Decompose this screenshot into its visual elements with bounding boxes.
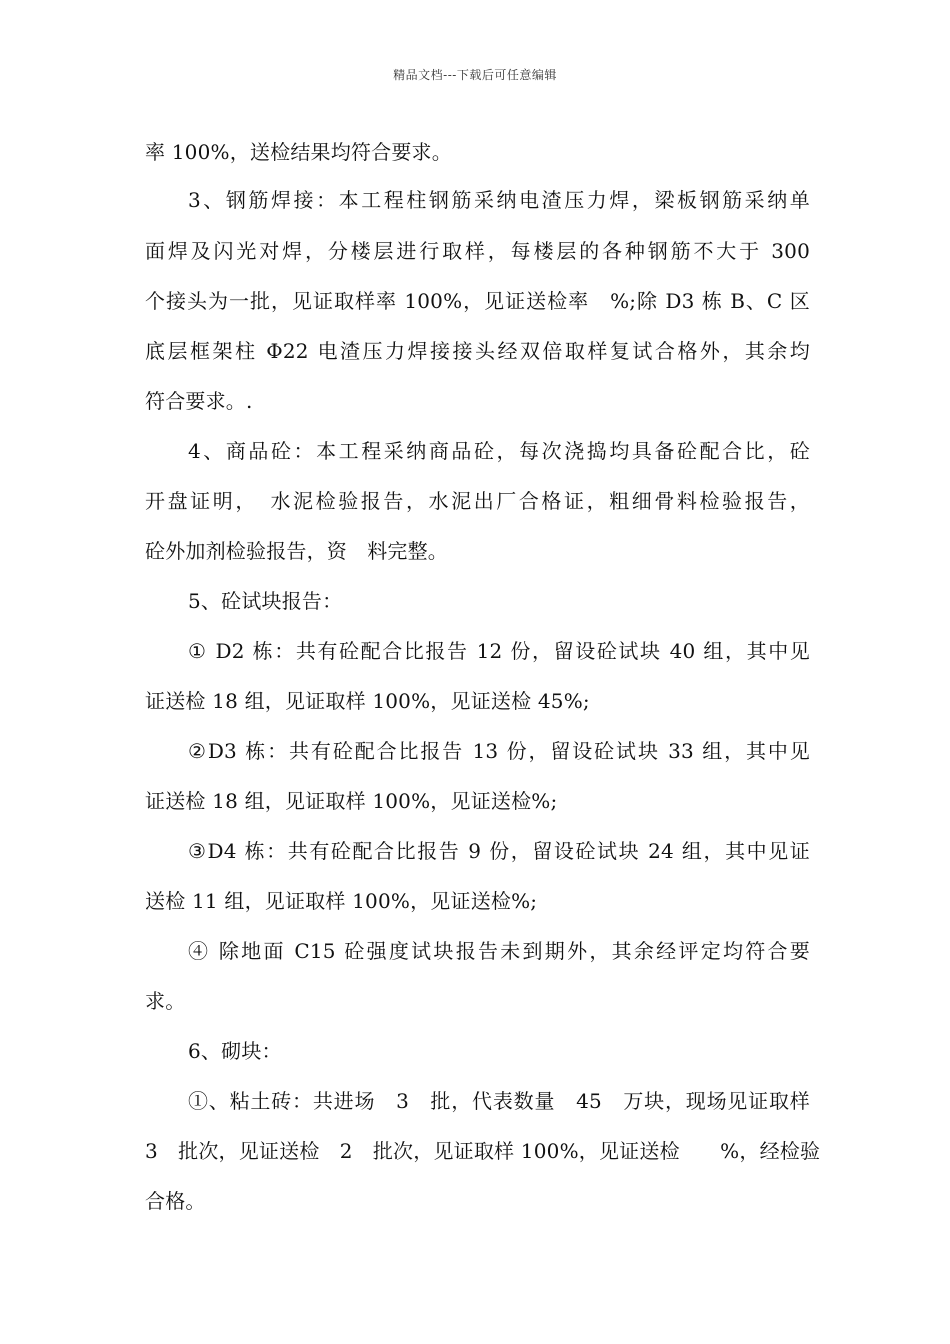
text-line: 证送检 18 组，见证取样 100%，见证送检%;: [145, 789, 558, 813]
text-line: ①、粘土砖：共进场 3 批，代表数量 45 万块，现场见证取样: [188, 1089, 810, 1113]
text-line: 率 100%，送检结果均符合要求。: [145, 140, 452, 164]
text-line: ③D4 栋：共有砼配合比报告 9 份，留设砼试块 24 组，其中见证: [188, 839, 810, 863]
text-line: 4、商品砼：本工程采纳商品砼，每次浇捣均具备砼配合比，砼: [188, 439, 810, 463]
text-line: ① D2 栋：共有砼配合比报告 12 份，留设砼试块 40 组，其中见: [188, 639, 810, 663]
text-line: 个接头为一批，见证取样率 100%，见证送检率 %;除 D3 栋 B、C 区: [145, 289, 810, 313]
text-line: 砼外加剂检验报告，资 料完整。: [145, 539, 448, 563]
text-line: 求。: [145, 989, 186, 1013]
text-line: 符合要求。.: [145, 389, 253, 413]
text-line: 底层框架柱 Φ22 电渣压力焊接接头经双倍取样复试合格外，其余均: [145, 339, 810, 363]
section-heading: 5、砼试块报告：: [188, 589, 343, 613]
text-line: ②D3 栋：共有砼配合比报告 13 份，留设砼试块 33 组，其中见: [188, 739, 810, 763]
text-line: 3、钢筋焊接：本工程柱钢筋采纳电渣压力焊，梁板钢筋采纳单: [188, 188, 810, 212]
text-line: 证送检 18 组，见证取样 100%，见证送检 45%;: [145, 689, 590, 713]
text-line: 面焊及闪光对焊，分楼层进行取样，每楼层的各种钢筋不大于 300: [145, 239, 810, 263]
text-line: ④ 除地面 C15 砼强度试块报告未到期外，其余经评定均符合要: [188, 939, 810, 963]
text-line: 开盘证明， 水泥检验报告，水泥出厂合格证，粗细骨料检验报告，: [145, 489, 810, 513]
page-header: 精品文档---下载后可任意编辑: [393, 68, 557, 82]
text-line: 送检 11 组，见证取样 100%，见证送检%;: [145, 889, 538, 913]
section-heading: 6、砌块：: [188, 1039, 282, 1063]
text-line: 3 批次，见证送检 2 批次，见证取样 100%，见证送检 %，经检验: [145, 1139, 821, 1163]
text-line: 合格。: [145, 1189, 206, 1213]
